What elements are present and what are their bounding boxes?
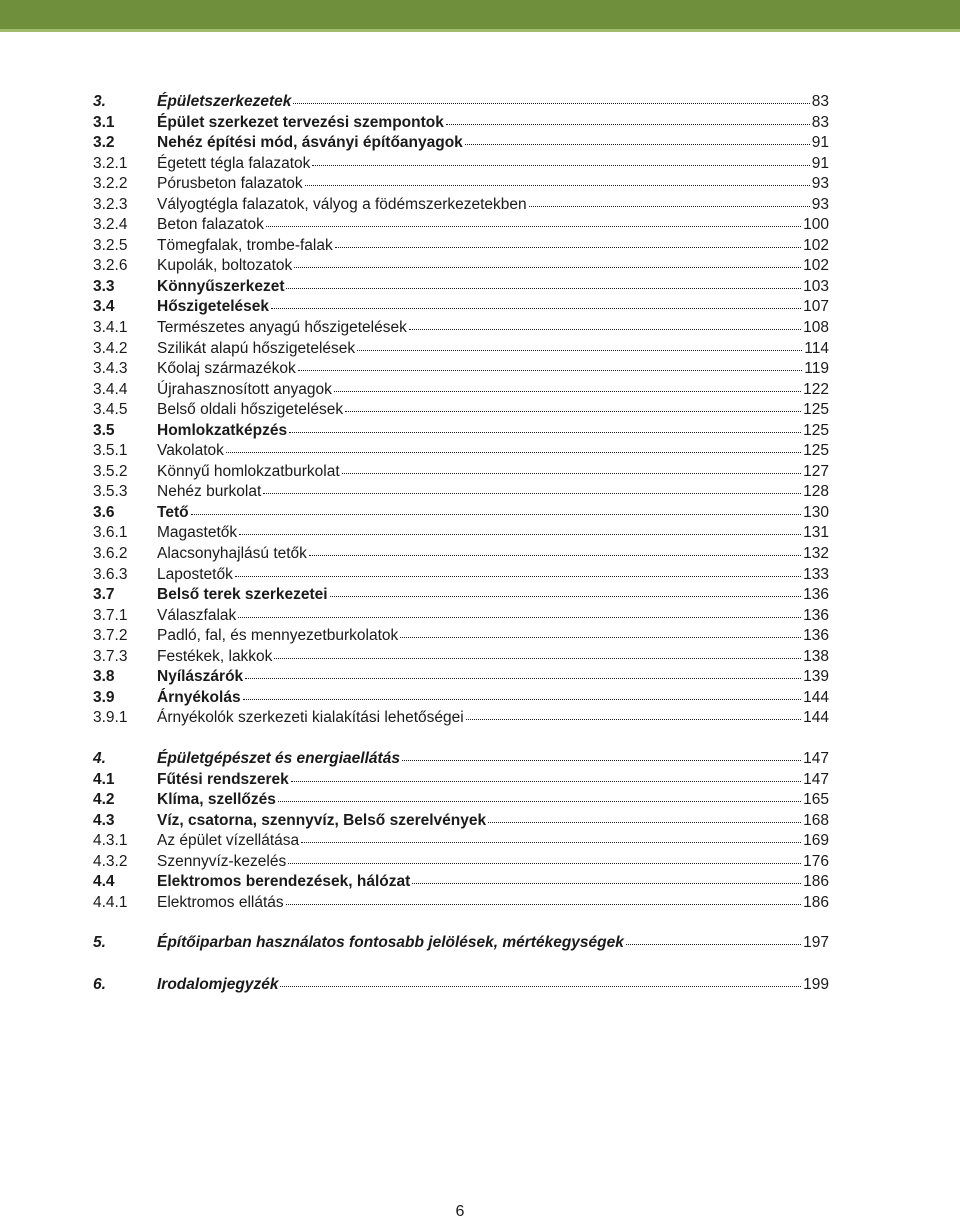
toc-dot-leader: [280, 986, 801, 987]
toc-entry-title: Természetes anyagú hőszigetelések: [157, 319, 407, 337]
toc-dot-leader: [345, 411, 801, 412]
toc-entry-page: 131: [803, 524, 829, 542]
toc-entry-title: Belső oldali hőszigetelések: [157, 401, 344, 419]
toc-entry-number: 3.7.3: [93, 647, 128, 665]
toc-entry-page: 147: [803, 770, 829, 788]
toc-entry-page: 136: [803, 586, 829, 604]
toc-entry-page: 128: [803, 483, 829, 501]
toc-entry-title: Beton falazatok: [157, 216, 264, 234]
toc-entry-page: 93: [811, 175, 829, 193]
toc-dot-leader: [226, 452, 801, 453]
toc-dot-leader: [235, 576, 801, 577]
toc-entry-page: 127: [803, 462, 829, 480]
toc-entry-number: 3.2.3: [93, 195, 128, 213]
toc-dot-leader: [243, 699, 802, 700]
toc-entry[interactable]: [93, 215, 829, 236]
toc-entry-title: Árnyékolók szerkezeti kialakítási lehetőségei: [157, 709, 464, 727]
toc-entry-number: 3.7.2: [93, 627, 128, 645]
toc-entry[interactable]: [93, 975, 829, 996]
toc-entry[interactable]: [93, 318, 829, 339]
toc-entry-title: Tető: [157, 503, 189, 521]
toc-entry-title: Könnyűszerkezet: [157, 277, 285, 295]
toc-entry-title: Épületszerkezetek: [157, 93, 292, 110]
toc-dot-leader: [286, 904, 801, 905]
toc-dot-leader: [288, 863, 801, 864]
toc-entry-page: 108: [803, 319, 829, 337]
toc-entry-number: 3.5.2: [93, 462, 128, 480]
toc-entry[interactable]: [93, 236, 829, 257]
toc-entry[interactable]: [93, 626, 829, 647]
page-number: 6: [455, 1203, 465, 1220]
toc-dot-leader: [294, 267, 801, 268]
toc-entry-page: 168: [803, 811, 829, 829]
header-rule: [0, 29, 960, 32]
toc-entry-title: Vakolatok: [157, 442, 224, 460]
toc-dot-leader: [238, 617, 801, 618]
toc-dot-leader: [312, 165, 809, 166]
toc-dot-leader: [465, 144, 810, 145]
toc-entry-page: 122: [803, 380, 829, 398]
toc-entry-number: 3.7.1: [93, 606, 128, 624]
toc-entry-number: 3.7: [93, 586, 115, 604]
toc-dot-leader: [446, 124, 810, 125]
toc-dot-leader: [239, 534, 801, 535]
toc-dot-leader: [309, 555, 801, 556]
toc-entry-title: Épületgépészet és energiaellátás: [157, 749, 400, 767]
toc-entry[interactable]: [93, 441, 829, 462]
toc-dot-leader: [289, 432, 801, 433]
toc-dot-leader: [301, 842, 801, 843]
toc-entry-title: Kőolaj származékok: [157, 360, 296, 378]
toc-entry[interactable]: [93, 277, 829, 298]
toc-entry-title: Elektromos berendezések, hálózat: [157, 873, 411, 891]
toc-entry-title: Víz, csatorna, szennyvíz, Belső szerelvények: [157, 811, 487, 829]
toc-entry-page: 147: [803, 749, 829, 767]
toc-entry-number: 3.2: [93, 134, 115, 152]
toc-entry[interactable]: [93, 113, 829, 134]
toc-entry-number: 3.: [93, 93, 106, 110]
toc-entry-page: 125: [803, 421, 829, 439]
toc-dot-leader: [293, 103, 809, 104]
toc-dot-leader: [191, 514, 802, 515]
toc-dot-leader: [402, 760, 801, 761]
toc-entry[interactable]: [93, 380, 829, 401]
toc-dot-leader: [409, 329, 801, 330]
toc-entry-number: 3.1: [93, 113, 115, 131]
toc-entry-number: 3.4.2: [93, 339, 128, 357]
toc-dot-leader: [271, 308, 801, 309]
toc-entry-page: 107: [803, 298, 829, 316]
toc-dot-leader: [305, 185, 810, 186]
toc-entry-number: 3.9: [93, 688, 115, 706]
toc-entry-title: Magastetők: [157, 524, 238, 542]
toc-entry-number: 3.4.4: [93, 380, 128, 398]
toc-entry-number: 3.2.2: [93, 175, 128, 193]
toc-entry-title: Újrahasznosított anyagok: [157, 380, 332, 398]
toc-entry-number: 3.4.3: [93, 360, 128, 378]
toc-dot-leader: [412, 883, 801, 884]
toc-entry-number: 3.4.1: [93, 319, 128, 337]
toc-entry[interactable]: [93, 154, 829, 175]
header-bar: [0, 0, 960, 29]
toc-entry-page: 186: [803, 873, 829, 891]
toc-entry[interactable]: [93, 790, 829, 811]
toc-entry-page: 102: [803, 257, 829, 275]
toc-entry-title: Könnyű homlokzatburkolat: [157, 462, 340, 480]
toc-dot-leader: [286, 288, 801, 289]
toc-entry-page: 138: [803, 647, 829, 665]
toc-entry-page: 83: [811, 113, 829, 131]
toc-dot-leader: [400, 637, 801, 638]
toc-entry-number: 3.6: [93, 503, 115, 521]
toc-dot-leader: [626, 944, 801, 945]
toc-entry-page: 139: [803, 668, 829, 686]
toc-entry-page: 91: [811, 154, 829, 172]
toc-entry-title: Homlokzatképzés: [157, 421, 288, 439]
toc-entry-title: Építőiparban használatos fontosabb jelölések, mértékegységek: [157, 934, 624, 952]
toc-entry-title: Alacsonyhajlású tetők: [157, 545, 307, 563]
toc-entry[interactable]: [93, 359, 829, 380]
toc-entry-title: Nehéz építési mód, ásványi építőanyagok: [157, 134, 463, 152]
toc-entry-title: Kupolák, boltozatok: [157, 257, 293, 275]
toc-entry[interactable]: [93, 811, 829, 832]
table-of-contents: [93, 92, 829, 995]
toc-entry-number: 3.2.4: [93, 216, 128, 234]
toc-entry-number: 3.2.1: [93, 154, 128, 172]
toc-entry-number: 3.6.3: [93, 565, 128, 583]
toc-entry-number: 3.5.1: [93, 442, 128, 460]
toc-dot-leader: [266, 226, 801, 227]
toc-entry[interactable]: [93, 503, 829, 524]
toc-entry-title: Festékek, lakkok: [157, 647, 273, 665]
toc-entry-page: 199: [803, 975, 829, 993]
toc-entry-page: 197: [803, 934, 829, 952]
toc-entry-title: Pórusbeton falazatok: [157, 175, 303, 193]
toc-entry[interactable]: [93, 831, 829, 852]
toc-entry[interactable]: [93, 195, 829, 216]
toc-entry[interactable]: [93, 565, 829, 586]
toc-entry[interactable]: [93, 852, 829, 873]
toc-entry-page: 144: [803, 688, 829, 706]
toc-entry-number: 4.3.1: [93, 832, 128, 850]
toc-entry-title: Elektromos ellátás: [157, 893, 284, 911]
toc-entry-page: 119: [804, 360, 829, 378]
toc-dot-leader: [263, 493, 801, 494]
toc-entry-title: Árnyékolás: [157, 688, 241, 706]
toc-entry[interactable]: [93, 523, 829, 544]
toc-entry[interactable]: [93, 462, 829, 483]
toc-entry-page: 102: [803, 236, 829, 254]
toc-entry-title: Vályogtégla falazatok, vályog a födémszerkezetekben: [157, 195, 527, 213]
toc-dot-leader: [335, 247, 801, 248]
toc-entry[interactable]: [93, 482, 829, 503]
toc-entry-page: 169: [803, 832, 829, 850]
toc-entry-number: 4.1: [93, 770, 115, 788]
toc-entry-title: Fűtési rendszerek: [157, 770, 289, 788]
toc-entry-number: 3.2.5: [93, 236, 128, 254]
toc-entry-number: 4.4.1: [93, 893, 128, 911]
toc-entry-page: 144: [803, 709, 829, 727]
toc-entry-page: 125: [803, 442, 829, 460]
toc-entry-title: Belső terek szerkezetei: [157, 586, 328, 604]
toc-entry-title: Irodalomjegyzék: [157, 975, 279, 993]
toc-dot-leader: [278, 801, 801, 802]
toc-entry[interactable]: [93, 421, 829, 442]
toc-dot-leader: [357, 350, 802, 351]
toc-entry[interactable]: [93, 749, 829, 770]
toc-entry-page: 136: [803, 606, 829, 624]
toc-entry[interactable]: [93, 708, 829, 729]
toc-entry-page: 100: [803, 216, 829, 234]
toc-entry-title: Hőszigetelések: [157, 298, 269, 316]
toc-entry-page: 186: [803, 893, 829, 911]
toc-entry[interactable]: [93, 400, 829, 421]
toc-entry-page: 91: [811, 134, 829, 152]
toc-entry-number: 3.4: [93, 298, 115, 316]
toc-entry-number: 4.2: [93, 791, 115, 809]
toc-entry[interactable]: [93, 544, 829, 565]
toc-entry[interactable]: [93, 92, 829, 113]
toc-entry-page: 125: [803, 401, 829, 419]
toc-dot-leader: [274, 658, 801, 659]
toc-entry-number: 5.: [93, 934, 106, 952]
toc-entry-title: Nehéz burkolat: [157, 483, 262, 501]
toc-dot-leader: [291, 781, 801, 782]
toc-entry-page: 176: [803, 852, 829, 870]
toc-entry-number: 3.3: [93, 277, 115, 295]
toc-entry[interactable]: [93, 174, 829, 195]
toc-entry-page: 103: [803, 277, 829, 295]
toc-entry-title: Lapostetők: [157, 565, 233, 583]
toc-entry-title: Égetett tégla falazatok: [157, 154, 311, 172]
toc-entry-title: Nyílászárók: [157, 668, 244, 686]
toc-entry-page: 130: [803, 503, 829, 521]
toc-dot-leader: [342, 473, 801, 474]
toc-entry-number: 3.8: [93, 668, 115, 686]
toc-entry[interactable]: [93, 893, 829, 914]
toc-entry-number: 6.: [93, 975, 106, 993]
toc-entry-number: 4.4: [93, 873, 115, 891]
toc-entry[interactable]: [93, 667, 829, 688]
toc-entry-page: 136: [803, 627, 829, 645]
toc-entry-number: 4.3.2: [93, 852, 128, 870]
toc-entry-page: 132: [803, 545, 829, 563]
toc-dot-leader: [298, 370, 803, 371]
toc-entry[interactable]: [93, 256, 829, 277]
toc-entry[interactable]: [93, 872, 829, 893]
toc-entry-title: Tömegfalak, trombe-falak: [157, 236, 333, 254]
toc-dot-leader: [334, 391, 801, 392]
toc-dot-leader: [529, 206, 810, 207]
toc-entry-title: Klíma, szellőzés: [157, 791, 276, 809]
toc-entry-number: 4.3: [93, 811, 115, 829]
toc-entry-number: 3.5.3: [93, 483, 128, 501]
toc-entry-page: 83: [811, 93, 829, 110]
toc-entry-title: Szennyvíz-kezelés: [157, 852, 287, 870]
toc-entry-title: Épület szerkezet tervezési szempontok: [157, 113, 444, 131]
toc-dot-leader: [488, 822, 801, 823]
toc-entry-number: 3.6.2: [93, 545, 128, 563]
toc-entry-title: Szilikát alapú hőszigetelések: [157, 339, 356, 357]
toc-entry[interactable]: [93, 688, 829, 709]
toc-entry-title: Válaszfalak: [157, 606, 237, 624]
toc-entry-page: 93: [811, 195, 829, 213]
toc-entry-number: 3.2.6: [93, 257, 128, 275]
toc-entry[interactable]: [93, 297, 829, 318]
toc-dot-leader: [330, 596, 802, 597]
toc-entry-title: Padló, fal, és mennyezetburkolatok: [157, 627, 399, 645]
toc-dot-leader: [466, 719, 801, 720]
toc-entry[interactable]: [93, 770, 829, 791]
toc-entry[interactable]: [93, 585, 829, 606]
toc-entry[interactable]: [93, 933, 829, 954]
toc-entry[interactable]: [93, 606, 829, 627]
toc-entry-number: 4.: [93, 749, 106, 767]
toc-entry[interactable]: [93, 339, 829, 360]
toc-entry-title: Az épület vízellátása: [157, 832, 300, 850]
toc-entry-number: 3.5: [93, 421, 115, 439]
toc-entry-page: 114: [804, 339, 829, 357]
toc-dot-leader: [245, 678, 801, 679]
toc-entry[interactable]: [93, 133, 829, 154]
toc-entry-number: 3.4.5: [93, 401, 128, 419]
toc-entry-number: 3.6.1: [93, 524, 128, 542]
toc-entry[interactable]: [93, 647, 829, 668]
toc-entry-page: 165: [803, 791, 829, 809]
toc-entry-number: 3.9.1: [93, 709, 128, 727]
toc-entry-page: 133: [803, 565, 829, 583]
